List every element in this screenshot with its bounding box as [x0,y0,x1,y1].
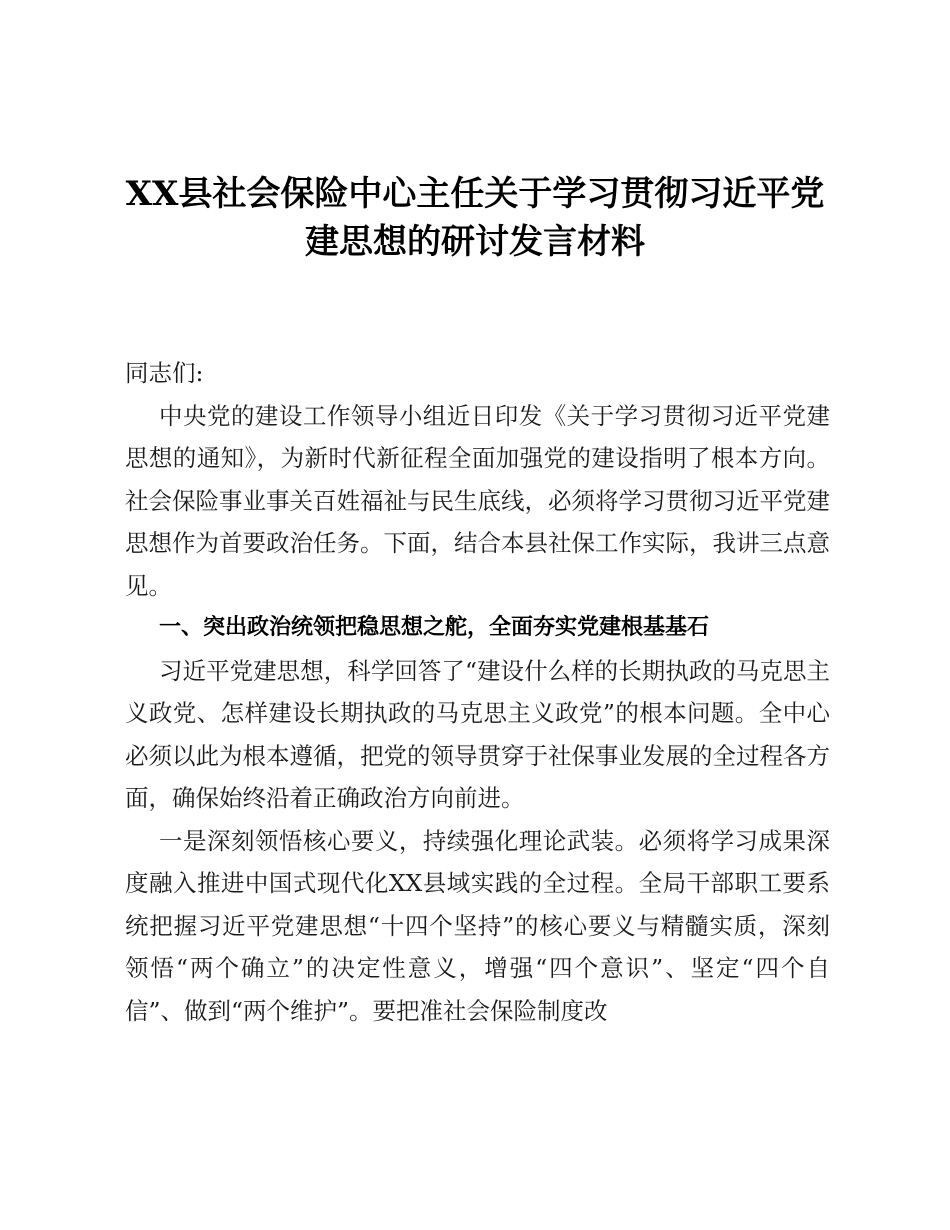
point-1-paragraph: 一是深刻领悟核心要义，持续强化理论武装。必须将学习成果深度融入推进中国式现代化XX县域实践的全过程。全局干部职工要系统把握习近平党建思想“十四个坚持”的核心要义与精髓实质，深刻领悟“两个确立”的决定性意义，增强“四个意识”、坚定“四个自信”、做到“两个维护”。要把准社会保险制度改 [125,826,830,1025]
document-body [125,352,830,1032]
section-heading-1: 一、突出政治统领把稳思想之舵，全面夯实党建根基基石 [159,615,710,640]
section-1-paragraph: 习近平党建思想，科学回答了“建设什么样的长期执政的马克思主义政党、怎样建设长期执政的马克思主义政党”的根本问题。全中心必须以此为根本遵循，把党的领导贯穿于社保事业发展的全过程各方面，确保始终沿着正确政治方向前进。 [125,656,830,812]
salutation: 同志们: [125,359,204,387]
document-title-line-2: 建思想的研讨发言材料 [305,222,645,262]
document-title-line-1: XX县社会保险中心主任关于学习贯彻习近平党 [125,174,825,214]
intro-paragraph: 中央党的建设工作领导小组近日印发《关于学习贯彻习近平党建思想的通知》，为新时代新征程全面加强党的建设指明了根本方向。社会保险事业事关百姓福祉与民生底线，必须将学习贯彻习近平党建思想作为首要政治任务。下面，结合本县社保工作实际，我讲三点意见。 [125,401,830,600]
